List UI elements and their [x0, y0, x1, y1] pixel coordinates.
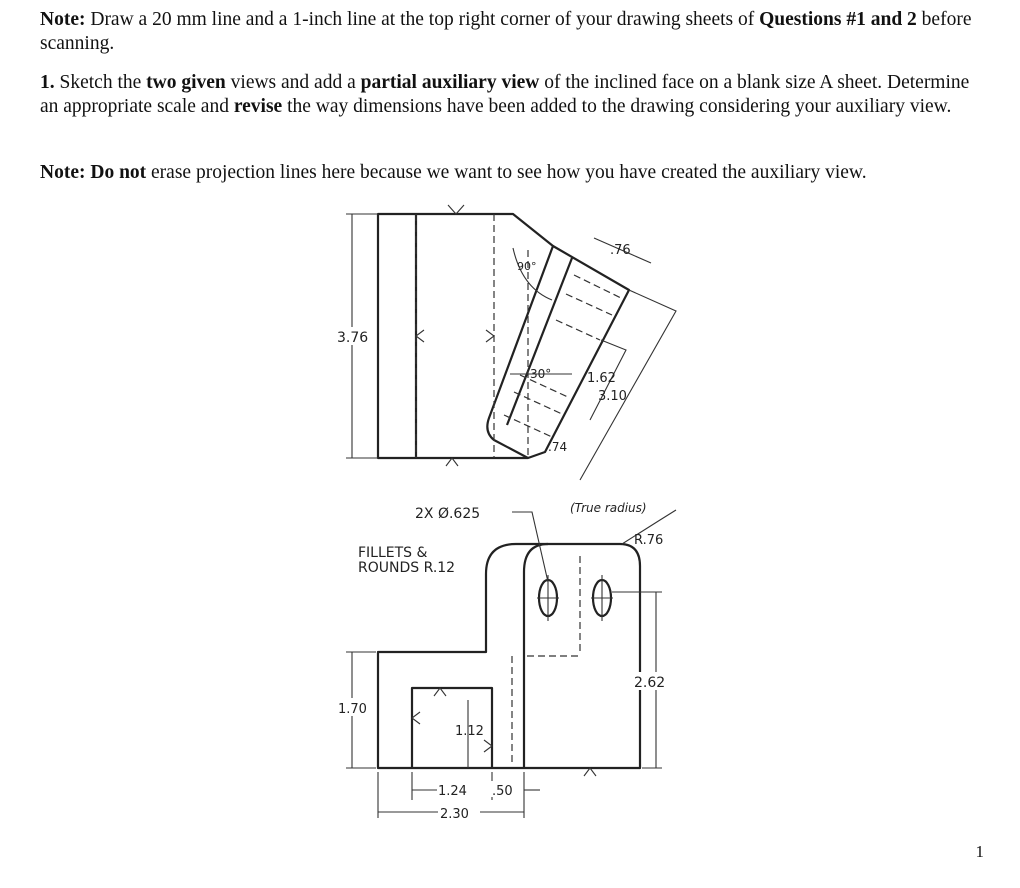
top-view: [336, 205, 676, 480]
note-questions: Questions #1 and 2: [759, 9, 917, 30]
edge-marker: [412, 712, 420, 724]
dimension-1-70: 1.70: [338, 702, 367, 717]
question-text: Sketch the: [54, 72, 147, 93]
note-text: erase projection lines here because we want to see how you have created the auxiliary view.: [146, 162, 867, 183]
dimension-050: .50: [492, 784, 513, 799]
dimension-2-62: 2.62: [634, 675, 666, 691]
hidden-line: [556, 320, 600, 340]
question-text: views and add a: [225, 72, 361, 93]
dimension-1-24: 1.24: [438, 784, 467, 799]
dimension-3-76: 3.76: [337, 330, 369, 346]
dimension-2-30: 2.30: [440, 807, 469, 822]
dimension-1-62: 1.62: [587, 371, 616, 386]
question-emphasis: partial auxiliary view: [360, 72, 540, 93]
note-label: Note:: [40, 162, 86, 183]
dimension-076: .76: [610, 243, 631, 258]
note-label: Note:: [40, 9, 86, 30]
front-view: [338, 501, 676, 822]
note-text-end: before scanning.: [40, 9, 972, 54]
hidden-line: [566, 294, 612, 315]
edge-marker: [484, 740, 492, 752]
question-emphasis: revise: [233, 96, 283, 117]
question-emphasis: two given: [146, 72, 226, 93]
angle-30-label: 30°: [530, 367, 552, 381]
edge-marker: [448, 205, 464, 214]
fillets-note-line2: ROUNDS R.12: [358, 560, 456, 576]
fillets-note-line1: FILLETS &: [358, 545, 428, 561]
holes-leader: [512, 512, 548, 582]
true-radius-note: (True radius): [570, 501, 647, 515]
hidden-line: [574, 275, 621, 298]
note-text: Draw a 20 mm line and a 1-inch line at the top right corner of your drawing sheets of: [85, 9, 760, 30]
inclined-face: [487, 246, 553, 458]
angle-90-label: 90°: [517, 260, 537, 273]
question-number: 1.: [40, 72, 55, 93]
radius-label: R.76: [634, 533, 664, 548]
front-view-outline: [378, 544, 640, 768]
angle-arc-90: [513, 248, 552, 300]
edge-marker: [584, 768, 596, 776]
note-emphasis: Do not: [90, 162, 147, 183]
dimension-1-12: 1.12: [455, 724, 484, 739]
hidden-line: [514, 392, 562, 414]
edge-marker: [416, 330, 424, 342]
dimension-074: .74: [548, 440, 568, 454]
edge-marker: [446, 458, 458, 466]
question-text: the way dimensions have been added to the drawing considering your auxiliary view.: [282, 96, 952, 117]
dimension-3-10: 3.10: [598, 389, 627, 404]
question-text: of the inclined face on a blank size A sheet. Determine an appropriate scale and: [40, 72, 970, 117]
holes-note: 2X Ø.625: [415, 506, 481, 522]
edge-marker: [486, 330, 494, 342]
edge-marker: [434, 688, 446, 696]
page-number: 1: [975, 842, 984, 861]
